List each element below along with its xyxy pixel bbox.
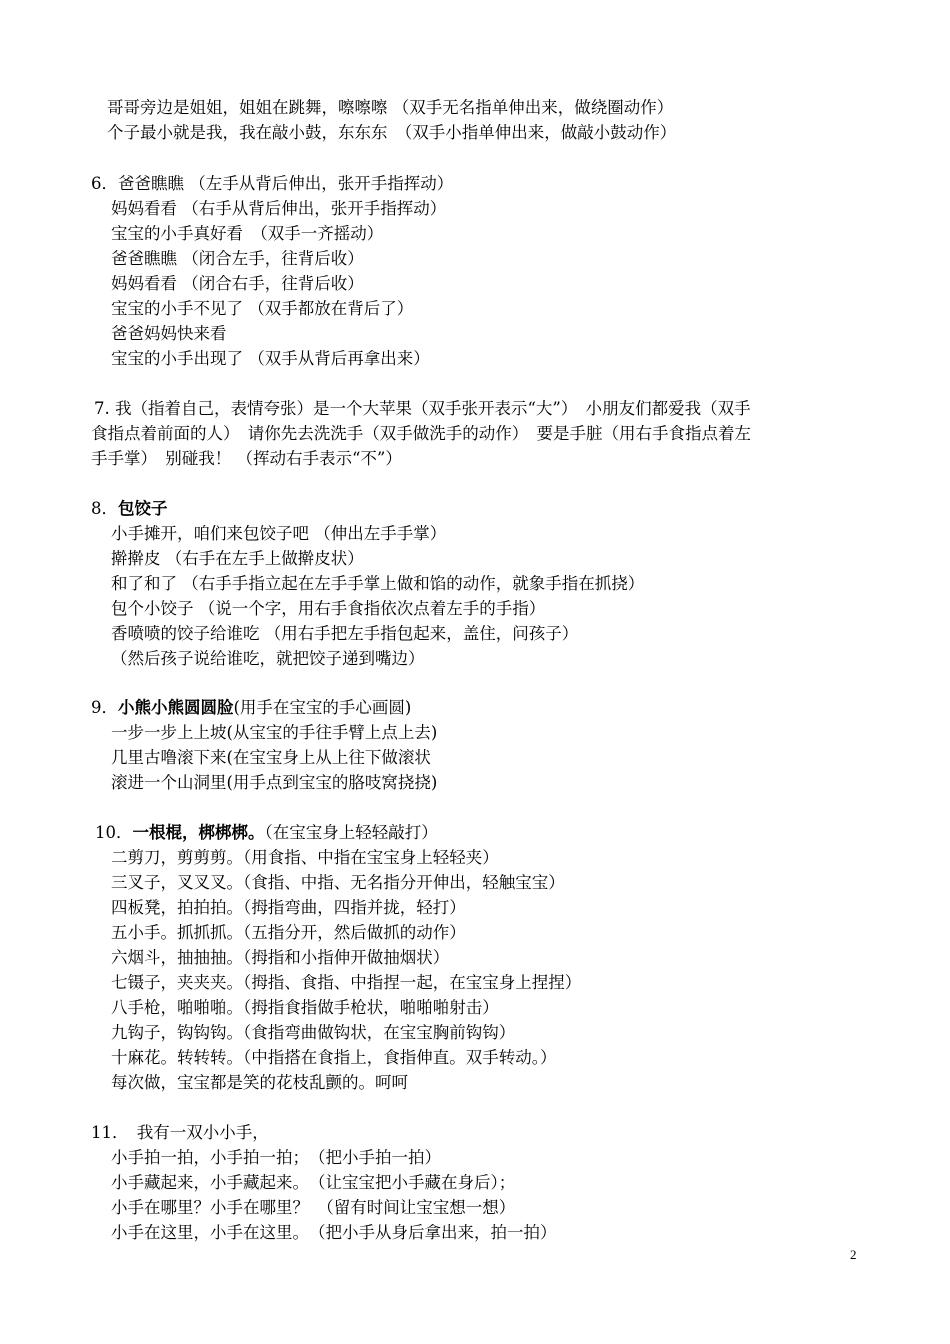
- section10-line-6: 七镊子，夹夹夹。（拇指、食指、中指捏一起，在宝宝身上捏捏）: [111, 973, 582, 992]
- section8-heading: [91, 498, 168, 520]
- section10-line-8: 九钩子，钩钩钩。（食指弯曲做钩状，在宝宝胸前钩钩）: [111, 1023, 516, 1042]
- section10-line-3: 四板凳，拍拍拍。（拇指弯曲，四指并拢，轻打）: [111, 898, 466, 917]
- section10-line-5: 六烟斗，抽抽抽。（拇指和小指伸开做抽烟状）: [111, 948, 450, 967]
- section6-line-8: 宝宝的小手出现了 （双手从背后再拿出来）: [111, 349, 430, 368]
- section10-line-7: 八手枪，啪啪啪。（拇指食指做手枪状，啪啪啪射击）: [111, 998, 499, 1017]
- section8-line-6: （然后孩子说给谁吃，就把饺子递到嘴边）: [111, 649, 425, 668]
- section8-number: 8．: [91, 499, 118, 518]
- section11-line-4: 小手在哪里？小手在哪里？ （留有时间让宝宝想一想）: [111, 1198, 516, 1217]
- section8-line-2: 擀擀皮 （右手在左手上做擀皮状）: [111, 549, 364, 568]
- section6-line-3: 宝宝的小手真好看 （双手一齐摇动）: [111, 224, 384, 243]
- section9-line-2: 几里古噜滚下来(在宝宝身上从上往下做滚状: [111, 748, 431, 767]
- section10-line-10: 每次做，宝宝都是笑的花枝乱颤的。呵呵: [111, 1073, 408, 1092]
- section6-line-2: 妈妈看看 （右手从背后伸出，张开手指挥动）: [111, 199, 447, 218]
- section8-line-3: 和了和了 （右手手指立起在左手手掌上做和馅的动作，就象手指在抓挠）: [111, 574, 645, 593]
- section7-line-1: 7. 我（指着自己，表情夸张）是一个大苹果（双手张开表示“大”） 小朋友们都爱我（双手: [94, 399, 751, 418]
- page-number: 2: [850, 1247, 857, 1262]
- section9-line-1: 一步一步上上坡(从宝宝的手往手臂上点上去): [111, 723, 438, 742]
- section10-title: 一根棍，梆梆梆。: [132, 823, 265, 842]
- section6-line-7: 爸爸妈妈快来看: [111, 324, 227, 343]
- section9-title-note: (用手在宝宝的手心画圆): [233, 698, 412, 717]
- section7-line-3: 手手掌） 别碰我！ （挥动右手表示“不”）: [91, 449, 402, 468]
- intro-line-1: 哥哥旁边是姐姐，姐姐在跳舞，嚓嚓嚓 （双手无名指单伸出来，做绕圈动作）: [107, 98, 674, 117]
- section8-title: 包饺子: [118, 499, 168, 518]
- section9-number: 9．: [91, 698, 118, 717]
- section9-line-3: 滚进一个山洞里(用手点到宝宝的胳吱窝挠挠): [111, 773, 438, 792]
- intro-line-2: 个子最小就是我，我在敲小鼓，东东东 （双手小指单伸出来，做敲小鼓动作）: [107, 123, 677, 142]
- section8-line-5: 香喷喷的饺子给谁吃 （用右手把左手指包起来，盖住，问孩子）: [111, 624, 579, 643]
- section6-line-4: 爸爸瞧瞧 （闭合左手，往背后收）: [111, 249, 364, 268]
- section11-line-5: 小手在这里，小手在这里。 （把小手从身后拿出来，拍一拍）: [111, 1223, 557, 1242]
- section10-title-note: （在宝宝身上轻轻敲打）: [264, 823, 438, 842]
- section11-line-2: 小手拍一拍，小手拍一拍； （把小手拍一拍）: [111, 1148, 441, 1167]
- section7-line-2: 食指点着前面的人） 请你先去洗洗手（双手做洗手的动作） 要是手脏（用右手食指点着左: [91, 424, 751, 443]
- section10-heading: [95, 822, 438, 844]
- section10-number: 10．: [95, 823, 133, 842]
- section10-line-9: 十麻花。转转转。（中指搭在食指上，食指伸直。双手转动。）: [111, 1048, 557, 1067]
- section10-line-2: 三叉子，叉叉叉。（食指、中指、无名指分开伸出，轻触宝宝）: [111, 873, 565, 892]
- section10-line-1: 二剪刀，剪剪剪。（用食指、中指在宝宝身上轻轻夹）: [111, 848, 499, 867]
- section8-line-4: 包个小饺子 （说一个字，用右手食指依次点着左手的手指）: [111, 599, 546, 618]
- section11-line-3: 小手藏起来，小手藏起来。 （让宝宝把小手藏在身后）；: [111, 1173, 516, 1192]
- section10-line-4: 五小手。抓抓抓。（五指分开，然后做抓的动作）: [111, 923, 466, 942]
- section6-line-1: 6．爸爸瞧瞧 （左手从背后伸出，张开手指挥动）: [91, 174, 454, 193]
- section9-title: 小熊小熊圆圆脸: [118, 698, 234, 717]
- section6-line-6: 宝宝的小手不见了 （双手都放在背后了）: [111, 299, 414, 318]
- section8-line-1: 小手摊开，咱们来包饺子吧 （伸出左手手掌）: [111, 524, 447, 543]
- section6-line-5: 妈妈看看 （闭合右手，往背后收）: [111, 274, 364, 293]
- section9-heading: [91, 697, 411, 719]
- section11-line-1: 11． 我有一双小小手，: [91, 1123, 269, 1142]
